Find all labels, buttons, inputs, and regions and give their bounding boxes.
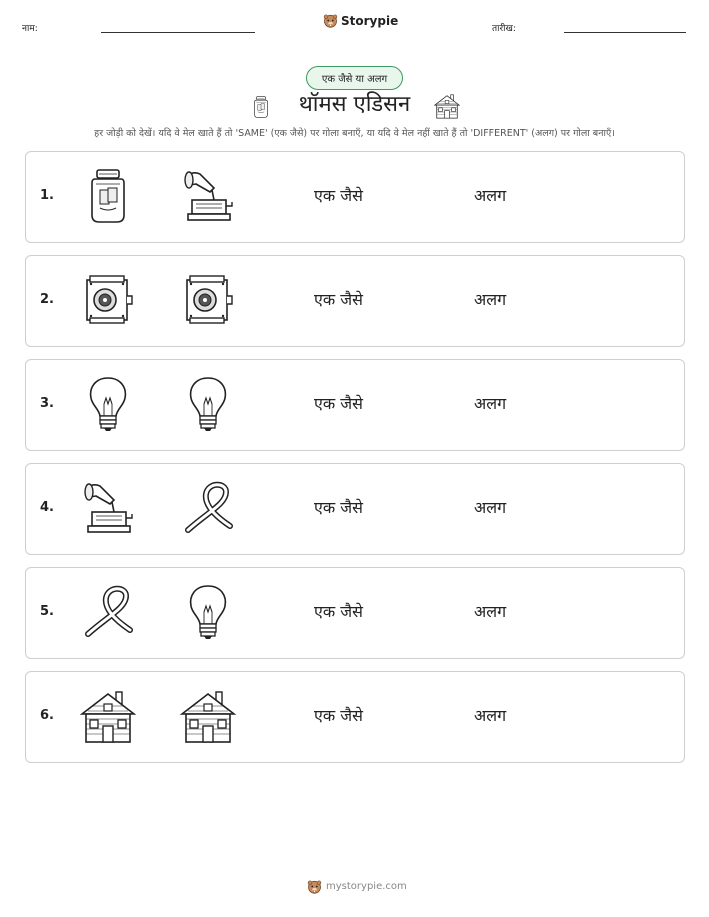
page-title: थॉमस एडिसन [298, 92, 411, 117]
option-different[interactable]: अलग [474, 498, 507, 517]
option-different[interactable]: अलग [474, 290, 507, 309]
brick-house-icon [178, 686, 238, 746]
question-row [25, 359, 685, 451]
option-same[interactable]: एक जैसे [314, 602, 363, 621]
brand-name: Storypie [341, 13, 399, 28]
option-same[interactable]: एक जैसे [314, 394, 363, 413]
activity-badge: एक जैसे या अलग [306, 66, 403, 90]
beaver-mascot-icon [307, 879, 322, 894]
option-same[interactable]: एक जैसे [314, 498, 363, 517]
question-number: 1. [40, 188, 54, 203]
question-number: 2. [40, 292, 54, 307]
question-number: 3. [40, 396, 54, 411]
option-different[interactable]: अलग [474, 394, 507, 413]
question-row [25, 151, 685, 243]
wire-loop-icon [178, 478, 238, 538]
question-row [25, 671, 685, 763]
option-same[interactable]: एक जैसे [314, 186, 363, 205]
beaver-mascot-icon [323, 13, 338, 28]
question-number: 5. [40, 604, 54, 619]
question-row [25, 463, 685, 555]
brick-house-icon [78, 686, 138, 746]
option-different[interactable]: अलग [474, 186, 507, 205]
camera-box-icon [178, 270, 238, 330]
footer-url: mystorypie.com [326, 881, 407, 892]
lightbulb-icon [78, 374, 138, 434]
option-different[interactable]: अलग [474, 602, 507, 621]
lightbulb-icon [178, 582, 238, 642]
option-different[interactable]: अलग [474, 706, 507, 725]
option-same[interactable]: एक जैसे [314, 290, 363, 309]
question-row [25, 255, 685, 347]
name-blank-line[interactable] [101, 32, 255, 33]
camera-box-icon [78, 270, 138, 330]
option-same[interactable]: एक जैसे [314, 706, 363, 725]
phonograph-icon [178, 166, 238, 226]
date-blank-line[interactable] [564, 32, 686, 33]
jar-icon [78, 166, 138, 226]
question-number: 4. [40, 500, 54, 515]
question-row [25, 567, 685, 659]
phonograph-icon [78, 478, 138, 538]
instructions: हर जोड़ी को देखें। यदि वे मेल खाते हैं तो 'SAME' (एक जैसे) पर गोला बनाएँ, या यदि वे मेल नहीं खाते हैं तो 'DIFFERENT' (अलग) पर गोला बनाएँ। [94, 128, 615, 139]
date-label: तारीख: [492, 24, 516, 34]
brick-house-icon [433, 92, 461, 120]
footer [307, 879, 407, 894]
lightbulb-icon [178, 374, 238, 434]
question-number: 6. [40, 708, 54, 723]
wire-loop-icon [78, 582, 138, 642]
brand-logo [323, 13, 398, 28]
name-label: नाम: [22, 24, 38, 34]
